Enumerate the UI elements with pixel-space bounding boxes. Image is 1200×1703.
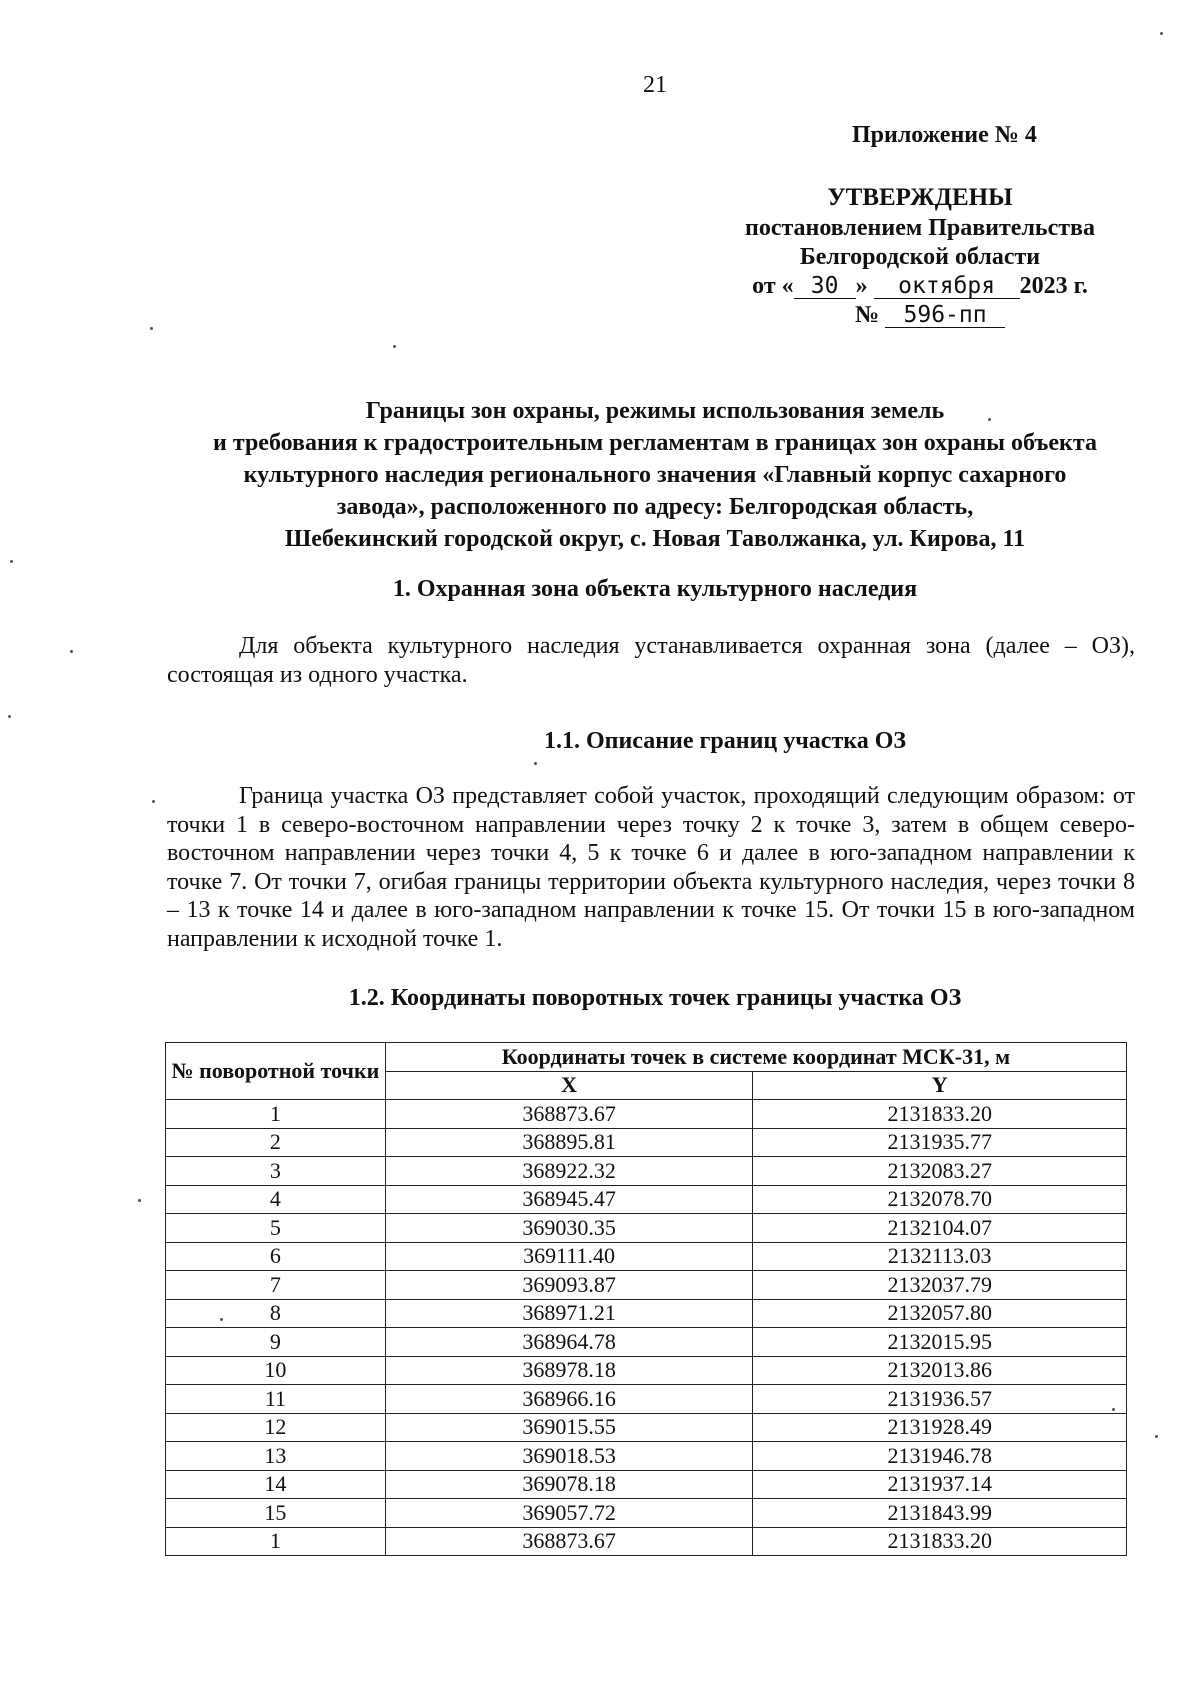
cell-y: 2132078.70 — [753, 1185, 1127, 1214]
appendix-label: Приложение № 4 — [852, 122, 1037, 148]
scan-speck — [220, 1318, 223, 1321]
table-row — [166, 1299, 1127, 1328]
title-line: Границы зон охраны, режимы использования земель — [365, 398, 945, 424]
cell-point: 1 — [166, 1100, 386, 1129]
coordinates-table-body — [166, 1100, 1127, 1556]
cell-point: 6 — [166, 1242, 386, 1271]
table-row — [166, 1185, 1127, 1214]
table-row — [166, 1499, 1127, 1528]
approval-number — [700, 301, 1140, 330]
section-1-heading: 1. Охранная зона объекта культурного наследия — [392, 576, 918, 602]
cell-y: 2131936.57 — [753, 1385, 1127, 1414]
title-line: и требования к градостроительным регламентам в границах зон охраны объекта — [213, 430, 1097, 456]
table-row — [166, 1214, 1127, 1243]
cell-x: 369030.35 — [385, 1214, 753, 1243]
cell-point: 2 — [166, 1128, 386, 1157]
cell-y: 2131843.99 — [753, 1499, 1127, 1528]
date-year: 2023 г. — [1019, 273, 1088, 299]
number-prefix: № — [854, 302, 880, 328]
table-row — [166, 1100, 1127, 1129]
table-row — [166, 1470, 1127, 1499]
cell-x: 369093.87 — [385, 1271, 753, 1300]
table-row — [166, 1128, 1127, 1157]
cell-x: 369057.72 — [385, 1499, 753, 1528]
table-row — [166, 1356, 1127, 1385]
document-title — [160, 395, 1150, 555]
header-coordinates: Координаты точек в системе координат МСК-31, м — [385, 1043, 1126, 1072]
cell-x: 369015.55 — [385, 1413, 753, 1442]
date-day: 30 — [794, 274, 856, 299]
scan-speck — [393, 345, 396, 348]
header-point-number: № поворотной точки — [166, 1043, 386, 1100]
cell-point: 3 — [166, 1157, 386, 1186]
cell-x: 368966.16 — [385, 1385, 753, 1414]
table-row — [166, 1442, 1127, 1471]
approval-date — [700, 272, 1140, 301]
page-number: 21 — [643, 72, 667, 98]
cell-y: 2131928.49 — [753, 1413, 1127, 1442]
cell-x: 368873.67 — [385, 1100, 753, 1129]
scan-speck — [150, 327, 153, 330]
section-1-1-heading: 1.1. Описание границ участка ОЗ — [543, 728, 907, 754]
cell-x: 368978.18 — [385, 1356, 753, 1385]
header-x: X — [385, 1071, 753, 1100]
scan-speck — [138, 1199, 141, 1202]
scan-speck — [10, 560, 13, 563]
section-1-2-heading: 1.2. Координаты поворотных точек границы участка ОЗ — [348, 985, 962, 1011]
approval-block — [700, 183, 1140, 330]
cell-point: 9 — [166, 1328, 386, 1357]
scan-speck — [8, 715, 11, 718]
scan-speck — [534, 762, 537, 765]
cell-point: 11 — [166, 1385, 386, 1414]
cell-y: 2132113.03 — [753, 1242, 1127, 1271]
cell-point: 1 — [166, 1527, 386, 1556]
table-row — [166, 1157, 1127, 1186]
cell-point: 13 — [166, 1442, 386, 1471]
section-1-1-paragraph: Граница участка ОЗ представляет собой участок, проходящий следующим образом: от точки 1 в северо-восточном направлении через точку 2 к точке 3, затем в общем северо-восточном направлении через точки 4, 5 к точке 6 и далее в юго-западном направлении к точке 7. От точки 7, огибая границы территории объекта культурного наследия, через точки 8 – 13 к точке 14 и далее в юго-западном направлении к точке 15. От точки 15 в юго-западном направлении к исходной точке 1. — [167, 783, 1135, 952]
cell-point: 10 — [166, 1356, 386, 1385]
cell-x: 369018.53 — [385, 1442, 753, 1471]
approval-heading: УТВЕРЖДЕНЫ — [827, 184, 1013, 211]
cell-x: 369078.18 — [385, 1470, 753, 1499]
cell-x: 368945.47 — [385, 1185, 753, 1214]
cell-y: 2132037.79 — [753, 1271, 1127, 1300]
cell-y: 2131946.78 — [753, 1442, 1127, 1471]
approval-line-1: постановлением Правительства — [744, 215, 1095, 241]
cell-point: 4 — [166, 1185, 386, 1214]
cell-x: 368971.21 — [385, 1299, 753, 1328]
cell-y: 2132104.07 — [753, 1214, 1127, 1243]
header-y: Y — [753, 1071, 1127, 1100]
cell-x: 368922.32 — [385, 1157, 753, 1186]
date-month: октября — [874, 274, 1020, 299]
scan-speck — [988, 418, 991, 421]
section-1-paragraph: Для объекта культурного наследия устанавливается охранная зона (далее – ОЗ), состоящая из одного участка. — [167, 633, 1135, 688]
cell-y: 2131833.20 — [753, 1527, 1127, 1556]
scan-speck — [70, 650, 73, 653]
table-row — [166, 1413, 1127, 1442]
scan-speck — [1155, 1435, 1158, 1438]
date-mid: » — [855, 273, 868, 299]
cell-x: 369111.40 — [385, 1242, 753, 1271]
cell-x: 368895.81 — [385, 1128, 753, 1157]
scan-speck — [152, 800, 155, 803]
cell-y: 2132083.27 — [753, 1157, 1127, 1186]
cell-y: 2131935.77 — [753, 1128, 1127, 1157]
table-row — [166, 1328, 1127, 1357]
cell-y: 2132015.95 — [753, 1328, 1127, 1357]
title-line: завода», расположенного по адресу: Белгородская область, — [336, 494, 974, 520]
title-line: культурного наследия регионального значения «Главный корпус сахарного — [243, 462, 1067, 488]
title-line: Шебекинский городской округ, с. Новая Таволжанка, ул. Кирова, 11 — [284, 526, 1026, 552]
cell-point: 7 — [166, 1271, 386, 1300]
cell-point: 15 — [166, 1499, 386, 1528]
table-row — [166, 1271, 1127, 1300]
table-row — [166, 1242, 1127, 1271]
scan-speck — [1160, 32, 1163, 35]
cell-y: 2132013.86 — [753, 1356, 1127, 1385]
cell-point: 8 — [166, 1299, 386, 1328]
cell-y: 2131937.14 — [753, 1470, 1127, 1499]
coordinates-table — [165, 1042, 1127, 1556]
cell-x: 368873.67 — [385, 1527, 753, 1556]
scan-speck — [1112, 1408, 1115, 1411]
document-number: 596-пп — [885, 303, 1005, 328]
cell-y: 2131833.20 — [753, 1100, 1127, 1129]
table-row — [166, 1527, 1127, 1556]
cell-point: 5 — [166, 1214, 386, 1243]
cell-point: 14 — [166, 1470, 386, 1499]
cell-point: 12 — [166, 1413, 386, 1442]
cell-x: 368964.78 — [385, 1328, 753, 1357]
cell-y: 2132057.80 — [753, 1299, 1127, 1328]
date-prefix: от « — [752, 273, 794, 299]
approval-line-2: Белгородской области — [799, 244, 1041, 270]
table-row — [166, 1385, 1127, 1414]
